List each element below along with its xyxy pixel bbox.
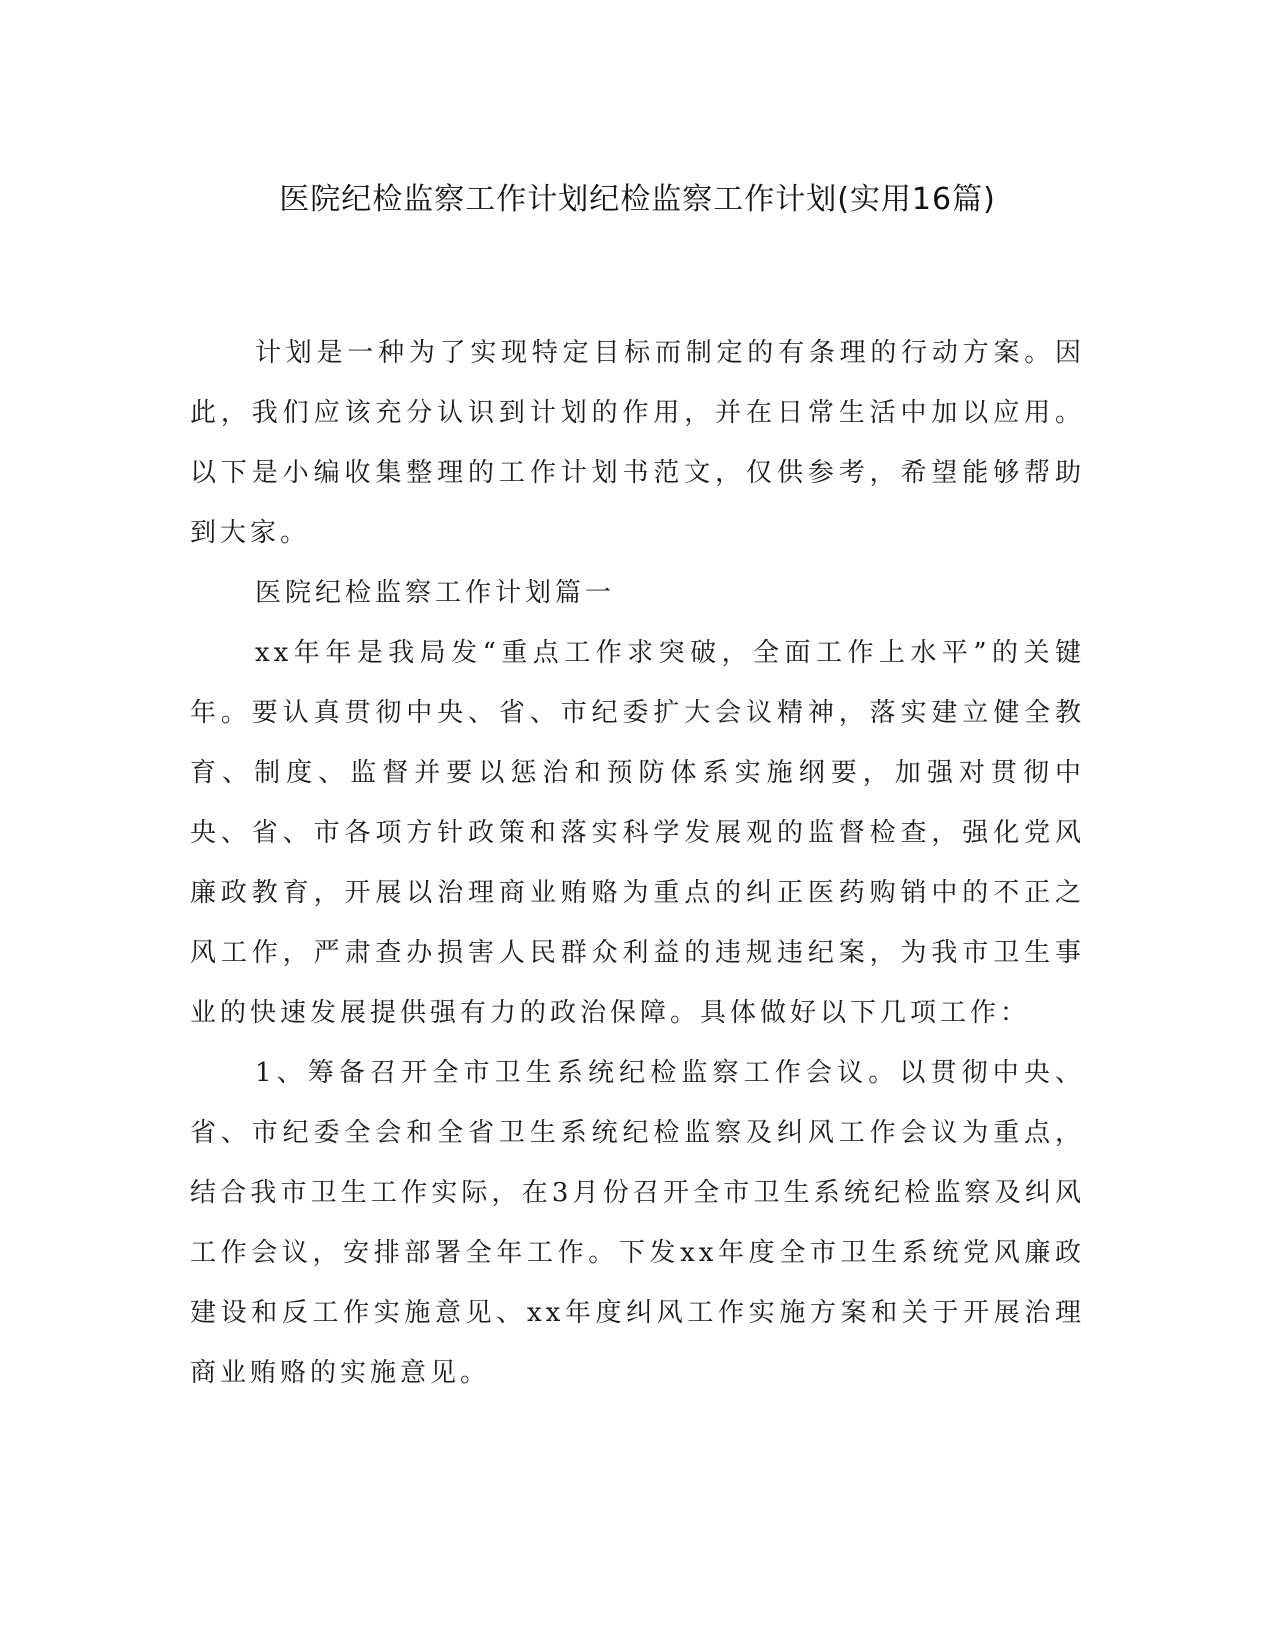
intro-paragraph: 计划是一种为了实现特定目标而制定的有条理的行动方案。因此，我们应该充分认识到计划的作用，并在日常生活中加以应用。以下是小编收集整理的工作计划书范文，仅供参考，希望能够帮助到大家。 xyxy=(190,338,1085,548)
document-title: 医院纪检监察工作计划纪检监察工作计划(实用16篇) xyxy=(279,182,996,217)
body-paragraph: 1、筹备召开全市卫生系统纪检监察工作会议。以贯彻中央、省、市纪委全会和全省卫生系统纪检监察及纠风工作会议为重点，结合我市卫生工作实际，在3月份召开全市卫生系统纪检监察及纠风工作会议，安排部署全年工作。下发xx年度全市卫生系统党风廉政建设和反工作实施意见、xx年度纠风工作实施方案和关于开展治理商业贿赂的实施意见。 xyxy=(190,1058,1085,1388)
document-body xyxy=(190,323,1085,1403)
section-heading: 医院纪检监察工作计划篇一 xyxy=(255,578,616,608)
body-paragraph: xx年年是我局发“重点工作求突破，全面工作上水平”的关键年。要认真贯彻中央、省、市纪委扩大会议精神，落实建立健全教育、制度、监督并要以惩治和预防体系实施纲要，加强对贯彻中央、省、市各项方针政策和落实科学发展观的监督检查，强化党风廉政教育，开展以治理商业贿赂为重点的纠正医药购销中的不正之风工作，严肃查办损害人民群众利益的违规违纪案，为我市卫生事业的快速发展提供强有力的政治保障。具体做好以下几项工作： xyxy=(190,638,1085,1028)
